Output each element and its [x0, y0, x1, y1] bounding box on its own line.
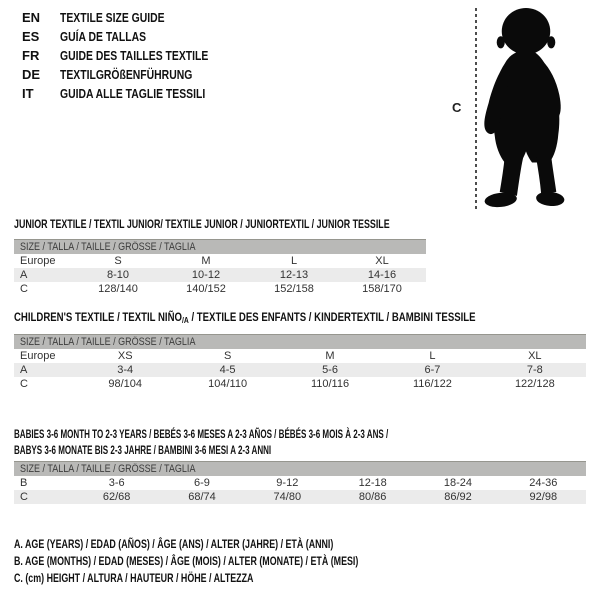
table-row: [14, 254, 426, 268]
table-cell: 4-5: [219, 364, 236, 376]
table-cell: 68/74: [188, 491, 216, 503]
language-row: [22, 65, 245, 84]
table-cell: 116/122: [412, 378, 452, 390]
table-cell: 92/98: [529, 491, 558, 503]
language-row: [22, 46, 245, 65]
table-cell: 152/158: [274, 283, 314, 295]
childrens-size-table: [14, 334, 586, 391]
table-cell: 24-36: [529, 477, 558, 489]
table-cell: 3-4: [117, 364, 134, 376]
table-cell: 3-6: [108, 477, 125, 489]
table-cell: 12-18: [358, 477, 387, 489]
size-header-label: SIZE / TALLA / TAILLE / GRÖSSE / TAGLIA: [20, 241, 196, 253]
legend-line-c: C. (cm) HEIGHT / ALTURA / HAUTEUR / HÖHE / ALTEZZA: [14, 571, 254, 585]
table-row: [14, 349, 586, 363]
table-cell: 74/80: [273, 491, 302, 503]
language-code: FR: [22, 48, 40, 63]
language-row: [22, 8, 245, 27]
table-size-header-row: [14, 334, 586, 349]
table-cell: L: [290, 255, 298, 267]
row-label: Europe: [20, 350, 56, 362]
table-cell: 6-9: [194, 477, 210, 489]
junior-size-table: [14, 239, 426, 296]
table-cell: 104/110: [208, 378, 248, 390]
table-cell: 9-12: [276, 477, 299, 489]
table-cell: 18-24: [443, 477, 473, 489]
legend-line-b: B. AGE (MONTHS) / EDAD (MESES) / ÂGE (MOIS) / ALTER (MONATE) / ETÀ (MESI): [14, 554, 359, 568]
table-cell: 12-13: [279, 269, 309, 281]
table-row: [14, 377, 586, 391]
language-code: IT: [22, 86, 34, 101]
table-row: [14, 363, 586, 377]
row-label: A: [20, 364, 28, 376]
table-cell: 80/86: [358, 491, 387, 503]
table-cell: 5-6: [322, 364, 338, 376]
table-cell: XS: [117, 350, 133, 362]
height-measure-label: C: [452, 100, 462, 115]
table-cell: 140/152: [186, 283, 226, 295]
table-cell: L: [429, 350, 436, 362]
table-cell: 158/170: [362, 283, 402, 295]
table-cell: XL: [375, 255, 389, 267]
measurement-legend: [14, 536, 479, 587]
language-row: [22, 84, 245, 103]
row-label: B: [20, 477, 28, 489]
table-cell: 7-8: [526, 364, 543, 376]
babies-size-table: [14, 461, 586, 504]
table-cell: 128/140: [98, 283, 138, 295]
language-label: GUIDA ALLE TAGLIE TESSILI: [60, 86, 206, 101]
babies-section-title: BABIES 3-6 MONTH TO 2-3 YEARS / BEBÉS 3-6 MESES A 2-3 AÑOS / BÉBÉS 3-6 MOIS À 2-3 ANS / BABYS 3-6 MONATE BIS 2-3 JAHRE / BAMBINI 3-6 MESI A 2-3 ANNI: [14, 427, 389, 457]
table-cell: M: [201, 255, 211, 267]
table-cell: 14-16: [367, 269, 397, 281]
table-cell: 98/104: [108, 378, 143, 390]
table-cell: 10-12: [191, 269, 221, 281]
row-label: C: [20, 491, 28, 503]
height-dashed-line: [475, 8, 477, 212]
table-row: [14, 476, 586, 490]
table-cell: 110/116: [310, 378, 350, 390]
row-label: C: [20, 283, 28, 295]
row-label: C: [20, 378, 28, 390]
size-header-label: SIZE / TALLA / TAILLE / GRÖSSE / TAGLIA: [20, 463, 196, 475]
language-label: GUIDE DES TAILLES TEXTILE: [60, 48, 209, 63]
junior-section-title: JUNIOR TEXTILE / TEXTIL JUNIOR/ TEXTILE JUNIOR / JUNIORTEXTIL / JUNIOR TESSILE: [14, 217, 390, 231]
row-label: A: [20, 269, 28, 281]
language-row: [22, 27, 245, 46]
table-row: [14, 282, 426, 296]
table-cell: M: [325, 350, 335, 362]
row-label: Europe: [20, 255, 56, 267]
table-cell: S: [223, 350, 232, 362]
table-cell: S: [114, 255, 122, 267]
language-list: [22, 8, 245, 103]
table-row: [14, 490, 586, 504]
table-cell: 62/68: [102, 491, 131, 503]
table-cell: 6-7: [424, 364, 441, 376]
language-label: TEXTILE SIZE GUIDE: [60, 10, 165, 25]
table-size-header-row: [14, 239, 426, 254]
childrens-section-title: CHILDREN'S TEXTILE / TEXTIL NIÑO/A / TEXTILE DES ENFANTS / KINDERTEXTIL / BAMBINI TESSILE: [14, 310, 476, 325]
language-code: DE: [22, 67, 41, 82]
legend-line-a: A. AGE (YEARS) / EDAD (AÑOS) / ÂGE (ANS) / ALTER (JAHRE) / ETÀ (ANNI): [14, 537, 334, 551]
table-row: [14, 268, 426, 282]
language-label: GUÍA DE TALLAS: [60, 29, 147, 44]
baby-silhouette-icon: [480, 8, 572, 210]
table-cell: 8-10: [106, 269, 130, 281]
table-size-header-row: [14, 461, 586, 476]
language-code: ES: [22, 29, 40, 44]
table-cell: 122/128: [514, 378, 555, 390]
size-header-label: SIZE / TALLA / TAILLE / GRÖSSE / TAGLIA: [20, 336, 196, 348]
table-cell: 86/92: [444, 491, 472, 503]
language-code: EN: [22, 10, 41, 25]
language-label: TEXTILGRÖßENFÜHRUNG: [60, 67, 193, 82]
table-cell: XL: [528, 350, 542, 362]
